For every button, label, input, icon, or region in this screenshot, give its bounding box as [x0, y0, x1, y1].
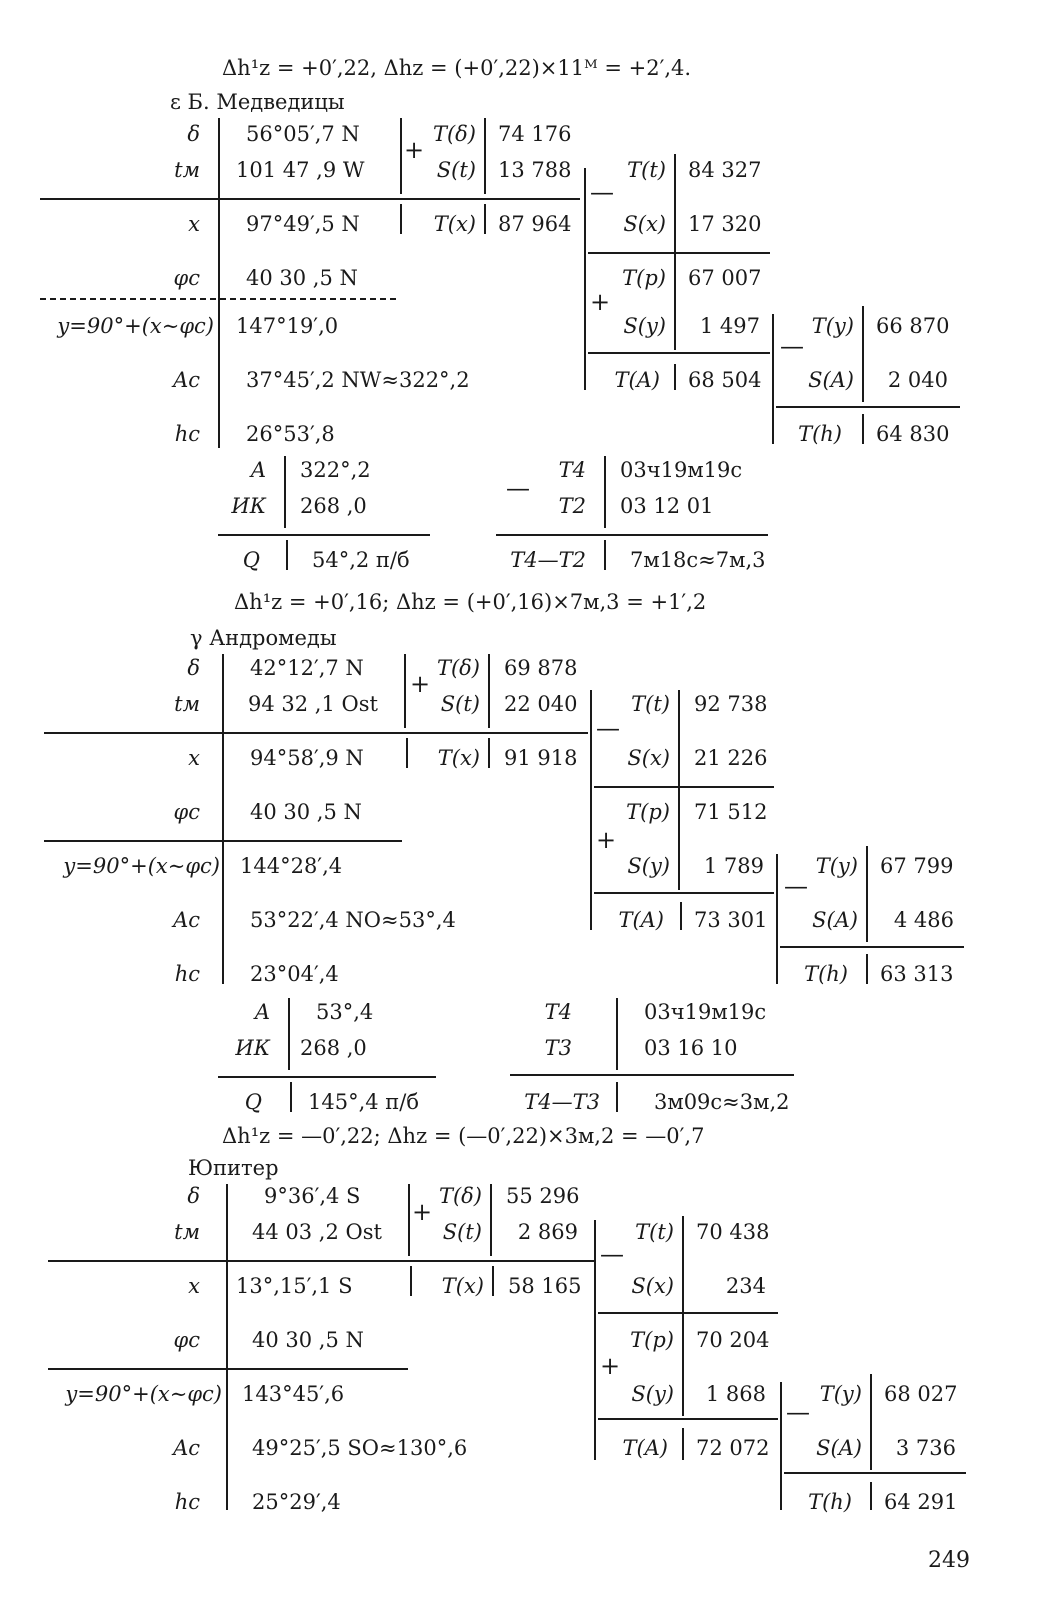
col4-label: S(A) — [808, 368, 854, 392]
rule — [862, 306, 864, 402]
col2-value: 2 869 — [517, 1220, 578, 1244]
plus-sign: + — [412, 1198, 433, 1226]
col2-value: 91 918 — [504, 746, 578, 770]
rule — [678, 690, 680, 890]
minus-sign: — — [590, 178, 614, 206]
rule — [488, 654, 490, 728]
rule — [682, 1216, 684, 1416]
az-value: 268 ,0 — [300, 1036, 367, 1060]
plus-sign: + — [404, 136, 425, 164]
rule — [284, 456, 286, 528]
rule — [598, 1312, 778, 1314]
value-tm: 101 47 ,9 W — [236, 158, 365, 182]
col3-label: T(t) — [627, 158, 666, 182]
minus-sign: — — [784, 872, 808, 900]
col3-value: 84 327 — [688, 158, 762, 182]
label-delta: δ — [187, 122, 200, 146]
col3-value: 73 301 — [694, 908, 768, 932]
value-y: 143°45′,6 — [242, 1382, 345, 1406]
col2-label: T(x) — [437, 746, 480, 770]
col4-label: T(h) — [798, 422, 842, 446]
rule — [862, 414, 864, 444]
col3-label: S(y) — [627, 854, 670, 878]
time-label: T4 — [544, 1000, 572, 1024]
time-value: 03 16 10 — [644, 1036, 738, 1060]
rule — [404, 654, 406, 728]
label-y: y=90°+(x∼φc) — [63, 854, 220, 878]
rule — [870, 1374, 872, 1470]
col2-value: 69 878 — [504, 656, 578, 680]
value-delta: 9°36′,4 S — [264, 1184, 361, 1208]
rule — [48, 1260, 594, 1262]
value-tm: 44 03 ,2 Ost — [252, 1220, 382, 1244]
value-ac: 53°22′,4 NO≈53°,4 — [250, 908, 456, 932]
col3-value: 17 320 — [688, 212, 762, 236]
col3-value: 1 497 — [699, 314, 760, 338]
label-delta: δ — [187, 656, 200, 680]
az-label: A — [254, 1000, 270, 1024]
label-x: x — [188, 212, 200, 236]
label-hc: hc — [174, 962, 200, 986]
col3-label: S(y) — [623, 314, 666, 338]
rule — [406, 738, 408, 768]
col2-label: T(x) — [433, 212, 476, 236]
label-y: y=90°+(x∼φc) — [65, 1382, 222, 1406]
rule — [866, 954, 868, 984]
time-label: T4 — [558, 458, 586, 482]
rule — [594, 1220, 596, 1460]
time-value: 03 12 01 — [620, 494, 714, 518]
plus-sign: + — [590, 288, 611, 316]
col3-label: T(t) — [635, 1220, 674, 1244]
rule — [492, 1266, 494, 1296]
rule — [490, 1184, 492, 1256]
col2-label: S(t) — [442, 1220, 482, 1244]
correction-line: Δh¹z = —0′,22; Δhz = (—0′,22)×3м,2 = —0′,7 — [222, 1124, 705, 1148]
value-delta: 42°12′,7 N — [250, 656, 364, 680]
value-phi: 40 30 ,5 N — [252, 1328, 364, 1352]
rule — [616, 998, 618, 1070]
col3-label: T(A) — [622, 1436, 668, 1460]
col4-label: S(A) — [812, 908, 858, 932]
rule — [286, 540, 288, 570]
rule — [682, 1428, 684, 1460]
time-label: T4—T2 — [510, 548, 586, 572]
col3-value: 234 — [725, 1274, 766, 1298]
col3-value: 72 072 — [696, 1436, 770, 1460]
time-label: T3 — [544, 1036, 572, 1060]
rule — [616, 1082, 618, 1112]
rule — [776, 406, 960, 408]
time-label: T4—T3 — [524, 1090, 600, 1114]
col3-value: 71 512 — [694, 800, 768, 824]
col2-label: S(t) — [436, 158, 476, 182]
col2-label: T(δ) — [436, 656, 480, 680]
col3-value: 1 868 — [705, 1382, 766, 1406]
col4-value: 63 313 — [880, 962, 954, 986]
plus-sign: + — [600, 1352, 621, 1380]
col3-value: 67 007 — [688, 266, 762, 290]
col4-value: 64 291 — [884, 1490, 958, 1514]
col4-label: T(h) — [804, 962, 848, 986]
rule — [588, 252, 770, 254]
value-x: 97°49′,5 N — [246, 212, 360, 236]
az-label: ИК — [235, 1036, 270, 1060]
rule — [400, 118, 402, 194]
col3-label: S(x) — [631, 1274, 674, 1298]
rule — [780, 946, 964, 948]
time-value: 3м09с≈3м,2 — [654, 1090, 790, 1114]
rule — [488, 738, 490, 768]
col4-label: T(y) — [815, 854, 858, 878]
intro-correction: Δh¹z = +0′,22, Δhz = (+0′,22)×11ᴹ = +2′,4. — [222, 56, 692, 80]
col3-label: S(x) — [627, 746, 670, 770]
label-tm: tм — [174, 692, 200, 716]
label-y: y=90°+(x∼φc) — [57, 314, 214, 338]
rule — [290, 1082, 292, 1112]
az-value: 322°,2 — [300, 458, 371, 482]
value-hc: 23°04′,4 — [250, 962, 339, 986]
rule — [604, 456, 606, 528]
plus-sign: + — [410, 670, 431, 698]
col3-label: S(x) — [623, 212, 666, 236]
rule — [870, 1482, 872, 1510]
rule — [784, 1472, 966, 1474]
col2-value: 55 296 — [506, 1184, 580, 1208]
col3-label: T(p) — [626, 800, 670, 824]
value-hc: 25°29′,4 — [252, 1490, 341, 1514]
value-x: 13°,15′,1 S — [236, 1274, 353, 1298]
rule — [772, 314, 774, 444]
rule — [866, 846, 868, 942]
col2-value: 74 176 — [498, 122, 572, 146]
az-value: 53°,4 — [316, 1000, 374, 1024]
col4-label: T(h) — [808, 1490, 852, 1514]
time-label: T2 — [558, 494, 586, 518]
star-name: γ Андромеды — [190, 626, 337, 650]
col4-label: T(y) — [811, 314, 854, 338]
rule — [410, 1266, 412, 1296]
col3-value: 92 738 — [694, 692, 768, 716]
minus-sign: — — [596, 714, 620, 742]
rule — [776, 854, 778, 984]
col3-label: T(t) — [631, 692, 670, 716]
label-hc: hc — [174, 422, 200, 446]
label-x: x — [188, 1274, 200, 1298]
col2-value: 58 165 — [508, 1274, 582, 1298]
rule — [604, 540, 606, 570]
time-value: 7м18с≈7м,3 — [630, 548, 766, 572]
col4-label: T(y) — [819, 1382, 862, 1406]
rule — [510, 1074, 794, 1076]
rule — [484, 204, 486, 234]
value-y: 147°19′,0 — [236, 314, 339, 338]
minus-sign: — — [506, 474, 530, 502]
minus-sign: — — [780, 332, 804, 360]
value-y: 144°28′,4 — [240, 854, 343, 878]
col3-label: S(y) — [631, 1382, 674, 1406]
rule — [598, 1418, 778, 1420]
label-phi: φc — [173, 800, 200, 824]
col2-label: T(δ) — [438, 1184, 482, 1208]
col2-value: 87 964 — [498, 212, 572, 236]
time-value: 03ч19м19с — [620, 458, 743, 482]
rule — [588, 352, 770, 354]
main-column-rule — [226, 1184, 228, 1510]
plus-sign: + — [596, 826, 617, 854]
rule — [44, 732, 588, 734]
rule — [680, 902, 682, 930]
star-name: Юпитер — [188, 1156, 279, 1180]
az-label: ИК — [231, 494, 266, 518]
col2-label: T(δ) — [432, 122, 476, 146]
rule — [400, 204, 402, 234]
minus-sign: — — [786, 1398, 810, 1426]
az-value: 54°,2 п/б — [312, 548, 410, 572]
label-phi: φc — [173, 266, 200, 290]
rule — [594, 786, 774, 788]
col4-value: 4 486 — [893, 908, 954, 932]
col3-label: T(A) — [618, 908, 664, 932]
rule — [496, 534, 768, 536]
col4-value: 3 736 — [895, 1436, 956, 1460]
value-delta: 56°05′,7 N — [246, 122, 360, 146]
label-ac: Ac — [173, 908, 200, 932]
star-name: ε Б. Медведицы — [170, 90, 345, 114]
label-hc: hc — [174, 1490, 200, 1514]
col3-value: 1 789 — [703, 854, 764, 878]
col4-value: 66 870 — [876, 314, 950, 338]
az-value: 268 ,0 — [300, 494, 367, 518]
rule — [48, 1368, 408, 1370]
col2-label: T(x) — [441, 1274, 484, 1298]
rule — [674, 364, 676, 390]
rule — [40, 198, 580, 200]
col3-value: 21 226 — [694, 746, 768, 770]
value-ac: 49°25′,5 SO≈130°,6 — [252, 1436, 468, 1460]
col2-label: S(t) — [440, 692, 480, 716]
time-value: 03ч19м19с — [644, 1000, 767, 1024]
az-value: 145°,4 п/б — [308, 1090, 420, 1114]
col3-value: 70 204 — [696, 1328, 770, 1352]
col4-label: S(A) — [816, 1436, 862, 1460]
az-label: A — [250, 458, 266, 482]
label-tm: tм — [174, 1220, 200, 1244]
col3-label: T(p) — [622, 266, 666, 290]
rule — [780, 1382, 782, 1510]
col3-value: 68 504 — [688, 368, 762, 392]
rule — [594, 892, 774, 894]
value-ac: 37°45′,2 NW≈322°,2 — [246, 368, 470, 392]
minus-sign: — — [600, 1240, 624, 1268]
col4-value: 2 040 — [887, 368, 948, 392]
rule — [408, 1184, 410, 1256]
rule — [218, 534, 430, 536]
label-tm: tм — [174, 158, 200, 182]
label-delta: δ — [187, 1184, 200, 1208]
main-column-rule — [222, 654, 224, 984]
value-phi: 40 30 ,5 N — [250, 800, 362, 824]
label-phi: φc — [173, 1328, 200, 1352]
dashed-rule — [40, 298, 396, 300]
col3-value: 70 438 — [696, 1220, 770, 1244]
col4-value: 64 830 — [876, 422, 950, 446]
label-x: x — [188, 746, 200, 770]
label-ac: Ac — [173, 1436, 200, 1460]
label-ac: Ac — [173, 368, 200, 392]
col2-value: 13 788 — [498, 158, 572, 182]
page-number: 249 — [928, 1548, 970, 1573]
col2-value: 22 040 — [504, 692, 578, 716]
rule — [288, 998, 290, 1070]
rule — [484, 118, 486, 194]
rule — [590, 690, 592, 930]
value-tm: 94 32 ,1 Ost — [248, 692, 378, 716]
rule — [218, 1076, 436, 1078]
col4-value: 67 799 — [880, 854, 954, 878]
value-x: 94°58′,9 N — [250, 746, 364, 770]
value-phi: 40 30 ,5 N — [246, 266, 358, 290]
az-label: Q — [242, 548, 260, 572]
correction-line: Δh¹z = +0′,16; Δhz = (+0′,16)×7м,3 = +1′,2 — [234, 590, 707, 614]
col4-value: 68 027 — [884, 1382, 958, 1406]
col3-label: T(A) — [614, 368, 660, 392]
main-column-rule — [218, 118, 220, 448]
az-label: Q — [244, 1090, 262, 1114]
value-hc: 26°53′,8 — [246, 422, 335, 446]
rule — [584, 168, 586, 390]
rule — [44, 840, 402, 842]
col3-label: T(p) — [630, 1328, 674, 1352]
